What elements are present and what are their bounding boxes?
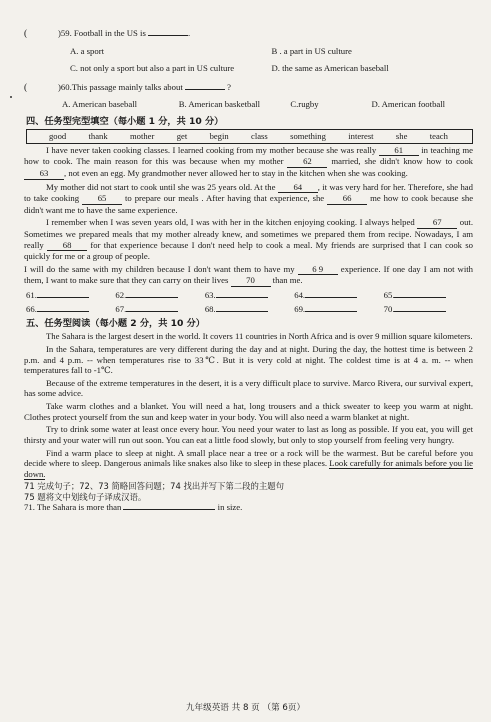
question-71: 71. The Sahara is more than in size. bbox=[24, 501, 243, 512]
answer-label: 62. bbox=[115, 290, 127, 300]
question-59-options bbox=[24, 46, 473, 74]
option-d: D. the same as American baseball bbox=[271, 63, 389, 74]
answer-line-64[interactable] bbox=[305, 297, 357, 298]
option-c: C. not only a sport but also a part in US culture bbox=[70, 63, 235, 74]
stray-mark bbox=[10, 96, 12, 98]
cloze-paragraph-4: I will do the same with my children because I don't want them to have my 6 9 experience. If one day I am not with them, I want to make sure that they can carry on their lives 70 than me. bbox=[24, 263, 474, 286]
option-b: B. American basketball bbox=[178, 99, 261, 110]
section-4-title: 四、任务型完型填空（每小题 1 分，共 10 分） bbox=[26, 115, 224, 127]
word-bank-item: teach bbox=[429, 131, 448, 142]
reading-paragraph-1: The Sahara is the largest desert in the world. It covers 11 countries in North Africa and is over 9 million square kilometers. bbox=[46, 331, 473, 342]
page-footer: 九年级英语 共 8 页 （第 6页） bbox=[185, 703, 306, 713]
answer-label: 70. bbox=[383, 303, 395, 314]
cloze-blank-66[interactable]: 66 bbox=[327, 193, 367, 205]
cloze-paragraph-2: My mother did not start to cook until she was 25 years old. At the 64 , it was very hard for her. Therefore, she had to take cooking 65 to prepare our meals . After having that experience, she 66 me how to cook because she didn't want me to have the same experience. bbox=[24, 181, 474, 215]
answer-row-2 bbox=[26, 304, 473, 315]
word-bank-item: good bbox=[49, 131, 67, 142]
cloze-blank-68[interactable]: 68 bbox=[47, 240, 87, 252]
answer-line-63[interactable] bbox=[216, 297, 268, 298]
word-bank-item: interest bbox=[348, 131, 374, 142]
word-bank-item: thank bbox=[88, 131, 108, 142]
instructions-line-1: 71 完成句子；72、73 简略回答问题；74 找出并写下第二段的主题句 bbox=[24, 481, 284, 492]
option-d: D. American football bbox=[371, 99, 446, 110]
question-59: ( )59. Football in the US is . bbox=[24, 28, 191, 39]
cloze-blank-67[interactable]: 67 bbox=[417, 217, 457, 229]
reading-paragraph-3: Because of the extreme temperatures in the desert, it is a very difficult place to survive. Marco Rivera, our survival expert, has some advice. bbox=[24, 377, 473, 399]
cloze-blank-63[interactable]: 63 bbox=[24, 168, 64, 180]
cloze-blank-62[interactable]: 62 bbox=[287, 156, 327, 168]
answer-label: 69. bbox=[294, 303, 306, 314]
word-bank-item: begin bbox=[209, 131, 229, 142]
option-b: B . a part in US culture bbox=[271, 45, 352, 56]
option-c: C.rugby bbox=[290, 99, 319, 110]
answer-label: 64. bbox=[294, 290, 306, 300]
answer-label: 67. bbox=[115, 303, 127, 314]
word-bank-item: something bbox=[290, 131, 326, 142]
reading-paragraph-4: Take warm clothes and a blanket. You will need a hat, long trousers and a thick sweater to keep you warm at night. Clothes protect yourself from the sun and keep water in your body. You will also need a warm blanket at night. bbox=[24, 401, 473, 422]
reading-paragraph-2: In the Sahara, temperatures are very different during the day and at night. During the day, the hottest time is between 2 p.m. and 4 p.m. -- when temperatures rise to 33℃. But it is very cold at night. The coldest time is at 4 a. m. -- when temperatures fall to -1℃. bbox=[24, 344, 473, 376]
underlined-sentence: Look carefully for animals before you lie down. bbox=[24, 458, 473, 479]
cloze-paragraph-3: I remember when I was seven years old, I was with her in the kitchen enjoying cooking. I always helped 67 out. Sometimes we prepared meals that my mother already knew, and sometimes we prepared them from recipe. Nowadays, I am really 68 for that experience because I don't need help to cook a meal. My friends are surprised that I can cook so quickly for me or a group of people. bbox=[24, 217, 474, 262]
reading-paragraph-5: Try to drink some water at least once every hour. You need your water to last as long as possible. If you eat, you will get thirsty and your water will run out soon. You can eat a little food slowly, but only to stop yourself from feeling very hungry. bbox=[24, 424, 473, 445]
answer-line-67[interactable] bbox=[126, 311, 178, 312]
word-bank bbox=[26, 129, 473, 143]
question-60-text: )60.This passage mainly talks about bbox=[58, 81, 183, 92]
question-60: ( )60.This passage mainly talks about ? bbox=[24, 81, 231, 93]
reading-paragraph-6: Find a warm place to sleep at night. A small place near a tree or a rock will be the warmest. But be careful before you decide where to sleep. Dangerous animals like snakes also like to sleep in these places. Look carefully for animals before you lie down. bbox=[24, 447, 473, 479]
answer-line-70[interactable] bbox=[394, 311, 446, 312]
cloze-blank-70[interactable]: 70 bbox=[231, 275, 271, 287]
option-a: A. a sport bbox=[70, 45, 105, 56]
cloze-blank-69[interactable]: 6 9 bbox=[298, 264, 338, 276]
question-59-text: )59. Football in the US is bbox=[58, 28, 146, 38]
answer-blank[interactable] bbox=[185, 89, 225, 90]
word-bank-item: class bbox=[251, 131, 268, 142]
answer-line-66[interactable] bbox=[37, 311, 89, 312]
answer-line-68[interactable] bbox=[216, 311, 268, 312]
instructions-line-2: 75 题将文中划线句子译成汉语。 bbox=[24, 491, 147, 502]
word-bank-item: get bbox=[176, 131, 188, 142]
word-bank-item: she bbox=[395, 131, 408, 142]
option-a: A. American baseball bbox=[62, 99, 138, 110]
answer-paren: ( bbox=[24, 29, 28, 39]
answer-label: 66. bbox=[26, 303, 37, 314]
cloze-blank-65[interactable]: 65 bbox=[82, 193, 122, 205]
answer-label: 68. bbox=[204, 303, 216, 314]
cloze-paragraph-1: I have never taken cooking classes. I learned cooking from my mother because she was really 61 in teaching me how to cook. The main reason for this was because when my mother 62 married, she didn't know how to cook 63 , not even an egg. My grandmother never allowed her to stay in the kitchen when she was cooking. bbox=[24, 144, 474, 178]
answer-line-65[interactable] bbox=[394, 297, 446, 298]
answer-line-61[interactable] bbox=[37, 297, 89, 298]
answer-blank[interactable] bbox=[148, 35, 188, 36]
answer-label: 63. bbox=[204, 290, 216, 300]
answer-paren: ( bbox=[24, 82, 28, 93]
answer-label: 65. bbox=[383, 290, 395, 300]
answer-line-62[interactable] bbox=[126, 297, 178, 298]
cloze-blank-61[interactable]: 61 bbox=[379, 145, 419, 157]
section-5-title: 五、任务型阅读（每小题 2 分，共 10 分） bbox=[26, 318, 205, 330]
cloze-blank-64[interactable]: 64 bbox=[278, 182, 318, 194]
answer-line-69[interactable] bbox=[305, 311, 357, 312]
word-bank-item: mother bbox=[130, 131, 155, 142]
answer-label: 61. bbox=[26, 290, 37, 300]
answer-line-71[interactable] bbox=[123, 509, 215, 510]
answer-row-1 bbox=[26, 290, 473, 301]
question-60-options bbox=[24, 99, 473, 110]
